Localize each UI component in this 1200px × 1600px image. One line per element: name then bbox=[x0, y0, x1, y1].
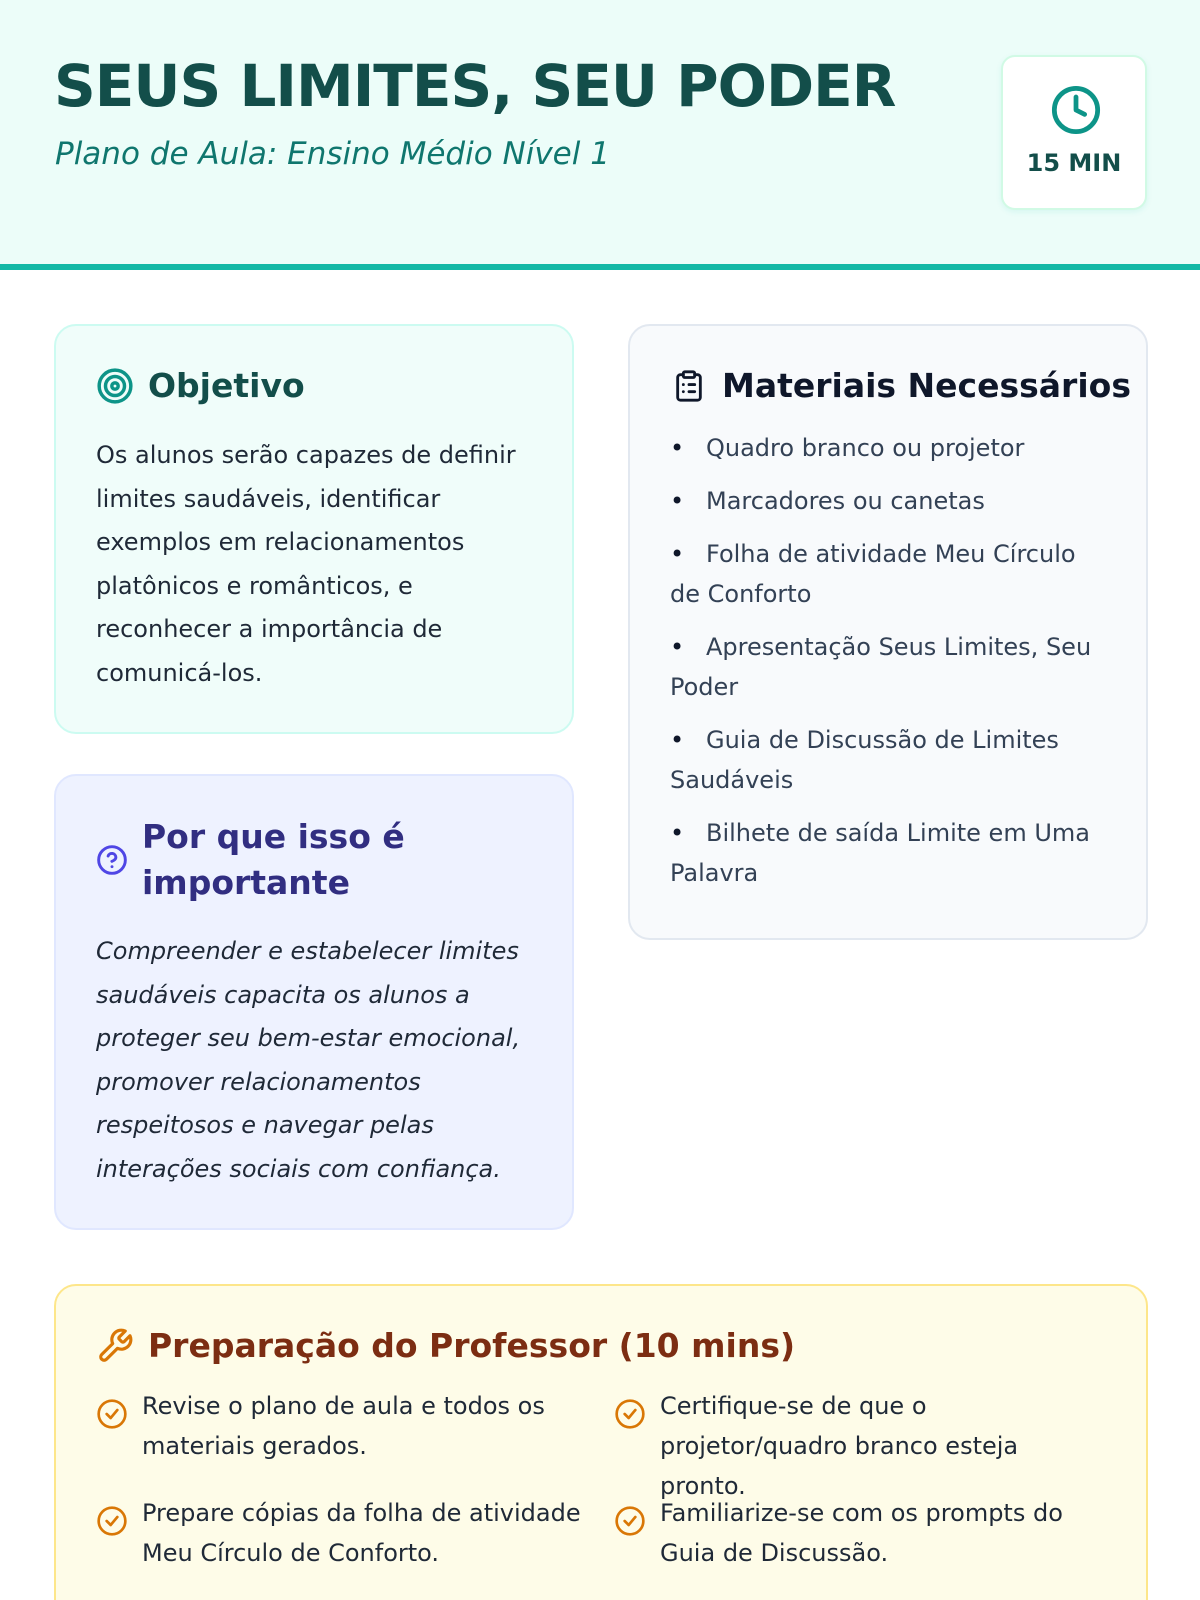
objective-text: Os alunos serão capazes de definir limites saudáveis, identificar exemplos em relacionamentos platônicos e românticos, e reconhecer a importância de comunicá-los. bbox=[96, 441, 516, 687]
list-item: • Folha de atividade Meu Círculo de Conforto bbox=[670, 534, 1110, 614]
bullet-icon: • bbox=[670, 726, 685, 754]
check-circle-icon bbox=[614, 1505, 646, 1537]
list-item: • Guia de Discussão de Limites Saudáveis bbox=[670, 720, 1110, 800]
prep-item-text: Familiarize-se com os prompts do Guia de Discussão. bbox=[660, 1499, 1063, 1567]
duration-label: 15 MIN bbox=[1026, 149, 1122, 177]
list-item: • Apresentação Seus Limites, Seu Poder bbox=[670, 627, 1110, 707]
bullet-icon: • bbox=[670, 819, 685, 847]
list-item bbox=[614, 1493, 1104, 1573]
prep-item-text: Prepare cópias da folha de atividade Meu Círculo de Conforto. bbox=[142, 1499, 581, 1567]
page-subtitle: Plano de Aula: Ensino Médio Nível 1 bbox=[55, 136, 610, 172]
prep-item-text: Certifique-se de que o projetor/quadro branco esteja pronto. bbox=[660, 1392, 1019, 1500]
wrench-icon bbox=[96, 1327, 134, 1365]
objective-title: Objetivo bbox=[148, 366, 305, 405]
lesson-header bbox=[0, 0, 1200, 270]
clock-icon bbox=[1050, 84, 1102, 136]
list-item: • Marcadores ou canetas bbox=[670, 481, 1110, 521]
importance-text: Compreender e estabelecer limites saudáveis capacita os alunos a proteger seu bem-estar emocional, promover relacionamentos respeitosos e navegar pelas interações sociais com confiança. bbox=[96, 937, 521, 1183]
clipboard-list-icon bbox=[672, 367, 706, 405]
teacher-prep-heading bbox=[96, 1326, 795, 1365]
materials-list bbox=[670, 428, 1110, 906]
list-item: • Quadro branco ou projetor bbox=[670, 428, 1110, 468]
materials-title: Materiais Necessários bbox=[722, 366, 1131, 405]
bullet-icon: • bbox=[670, 434, 685, 462]
bullet-icon: • bbox=[670, 633, 685, 661]
importance-title: Por que isso é importante bbox=[142, 817, 405, 902]
importance-card bbox=[54, 774, 574, 1230]
target-icon bbox=[96, 367, 134, 405]
list-item: • Bilhete de saída Limite em Uma Palavra bbox=[670, 813, 1110, 893]
bullet-icon: • bbox=[670, 540, 685, 568]
bullet-icon: • bbox=[670, 487, 685, 515]
page-title: SEUS LIMITES, SEU PODER bbox=[54, 52, 896, 120]
prep-item-text: Revise o plano de aula e todos os materiais gerados. bbox=[142, 1392, 545, 1460]
check-circle-icon bbox=[96, 1398, 128, 1430]
check-circle-icon bbox=[96, 1505, 128, 1537]
teacher-prep-title: Preparação do Professor (10 mins) bbox=[148, 1326, 796, 1365]
objective-card bbox=[54, 324, 574, 734]
materials-card bbox=[628, 324, 1148, 940]
check-circle-icon bbox=[614, 1398, 646, 1430]
duration-badge bbox=[1001, 55, 1147, 210]
materials-heading bbox=[672, 366, 1131, 405]
question-circle-icon bbox=[96, 844, 128, 876]
list-item bbox=[96, 1493, 586, 1573]
list-item bbox=[614, 1386, 1104, 1506]
importance-heading bbox=[96, 814, 482, 906]
objective-heading bbox=[96, 366, 305, 405]
teacher-prep-card bbox=[54, 1284, 1148, 1600]
list-item bbox=[96, 1386, 586, 1466]
